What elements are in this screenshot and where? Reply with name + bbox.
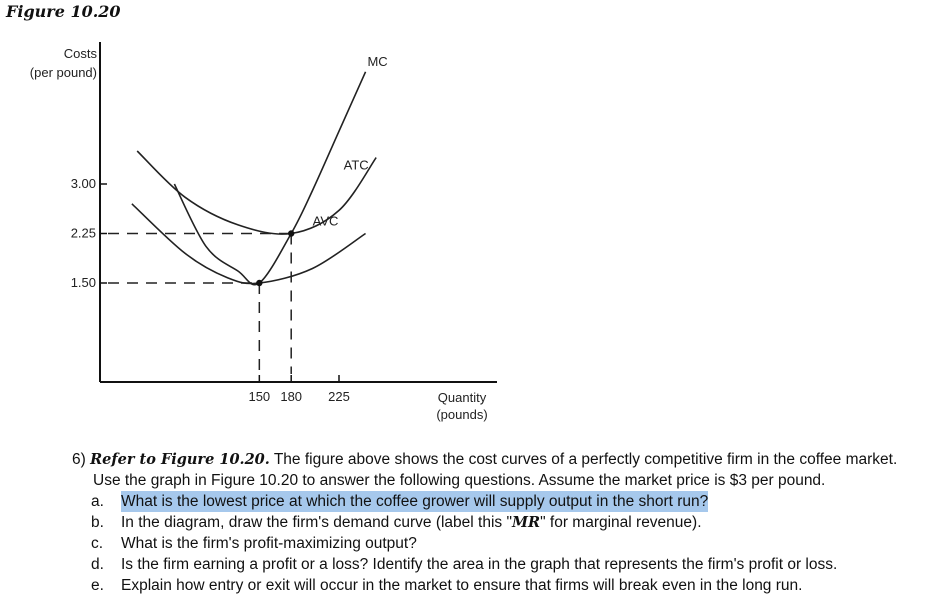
y-axis-label-line2: (per pound) (29, 65, 97, 80)
question-line-2: Use the graph in Figure 10.20 to answer the following questions. Assume the market price is $3 per pound. (93, 472, 826, 489)
subquestion-letter: e. (91, 577, 104, 594)
subquestion-letter: d. (91, 556, 104, 573)
avc-label: AVC (312, 213, 339, 229)
subquestion-text: What is the firm's profit-maximizing output? (121, 535, 417, 552)
x-tick-label: 225 (328, 389, 350, 404)
mr-label: MR (511, 514, 541, 531)
subquestion-d (72, 554, 922, 575)
x-axis-label-line1: Quantity (437, 390, 487, 405)
x-tick-label: 180 (280, 389, 303, 404)
subquestion-letter: c. (91, 535, 104, 552)
y-axis-label-line1: Costs (63, 46, 97, 61)
subquestion-text: Explain how entry or exit will occur in the market to ensure that firms will break even in the long run. (121, 577, 803, 594)
question-figure-ref: Refer to Figure 10.20. (90, 451, 270, 468)
subquestion-text-highlighted[interactable]: What is the lowest price at which the coffee grower will supply output in the short run? (121, 493, 709, 510)
y-tick-label: 2.25 (70, 225, 96, 241)
figure-title: Figure 10.20 (6, 2, 121, 21)
atc-label: ATC (343, 157, 369, 173)
subquestion-b (72, 512, 922, 533)
subquestion-c (72, 533, 922, 554)
y-tick-label: 1.50 (70, 275, 96, 290)
subquestion-e (72, 575, 922, 596)
mc-label: MC (367, 53, 388, 69)
intersection-point (288, 230, 294, 236)
x-tick-label: 150 (248, 389, 271, 404)
y-tick-label: 3.00 (70, 176, 96, 191)
subquestion-letter: b. (91, 514, 104, 531)
x-axis-label-line2: (pounds) (436, 407, 488, 422)
question-block (72, 449, 922, 596)
subquestion-text: Is the firm earning a profit or a loss? Identify the area in the graph that represents the firm's profit or loss. (121, 556, 838, 573)
subquestion-text-post: " for marginal revenue). (540, 514, 702, 531)
atc-curve (137, 151, 376, 234)
subquestion-text-pre: In the diagram, draw the firm's demand curve (label this " (121, 514, 512, 531)
subquestion-text (121, 512, 702, 533)
question-line1-text: The figure above shows the cost curves of a perfectly competitive firm in the coffee market. (269, 451, 898, 468)
subquestion-a (72, 491, 922, 512)
question-number: 6) (72, 451, 86, 468)
subquestion-letter: a. (91, 493, 104, 510)
question-line-1 (72, 449, 922, 470)
intersection-point (256, 280, 262, 286)
